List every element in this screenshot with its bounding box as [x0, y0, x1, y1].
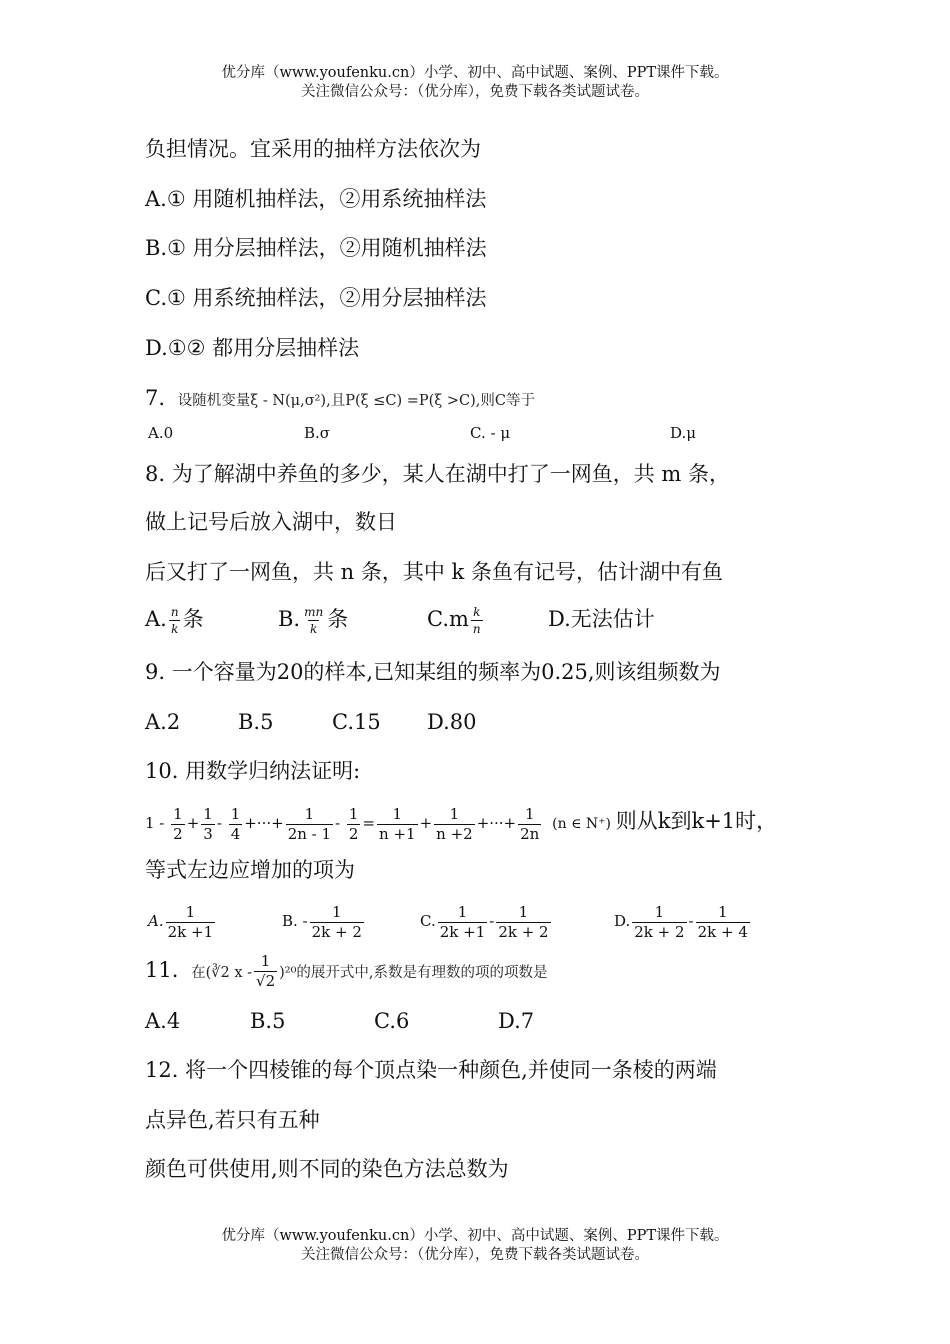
q6-option-b: B.① 用分层抽样法，②用随机抽样法 [145, 236, 487, 260]
q10-condition: (n ∈ N⁺) [552, 816, 611, 832]
q7-question [145, 383, 535, 416]
q6-tail: 负担情况。宜采用的抽样方法依次为 [145, 137, 481, 161]
q9-option-a: A.2 [145, 710, 181, 734]
q8-option-c: C.m $\frac{k}{n}$ [427, 605, 481, 636]
footer-line-2: 关注微信公众号：（优分库），免费下载各类试题试卷。 [301, 1247, 649, 1263]
q10-formula: 1 - $\frac{1}{2}$ + $\frac{1}{3}$ - $\frac{1}{4}$ +···+ $\frac{1}{2n - 1}$ - $\frac{1}{2}$ = $\frac{1}{n +1}$ + $\frac{1}{n +2}$ +···+ $\frac{1}{2n}$ (n ∈ N⁺) 则从k到k+1时， [145, 804, 778, 843]
q11-post: )²⁰的展开式中,系数是有理数的项的项数是 [279, 965, 548, 981]
q8-line-1: 8. 为了解湖中养鱼的多少，某人在湖中打了一网鱼，共 m 条， [145, 462, 730, 486]
q9-stem: 9. 一个容量为20的样本,已知某组的频率为0.25,则该组频数为 [145, 660, 721, 684]
q10-options [0, 898, 950, 944]
q7-option-a: A.0 [148, 424, 174, 442]
q10-option-a: A. $\frac{1}{2k +1}$ [148, 902, 214, 941]
header-line-1: 优分库（www.youfenku.cn）小学、初中、高中试题、案例、PPT课件下载。 [221, 65, 729, 81]
q10-term-6: $\frac{1}{n +1}$ [379, 804, 416, 843]
q10-line-2: 等式左边应增加的项为 [145, 858, 355, 882]
q10-term-1: $\frac{1}{2}$ [173, 804, 183, 843]
q10-stem: 10. 用数学归纳法证明: [145, 759, 361, 783]
q11-question [145, 948, 548, 995]
q8-option-a-fraction: $\frac{n}{k}$ [170, 605, 179, 636]
q7-number: 7. [145, 386, 166, 410]
q11-number: 11. [145, 958, 179, 982]
q12-line-2: 点异色,若只有五种 [145, 1108, 320, 1132]
q10-term-2: $\frac{1}{3}$ [203, 804, 213, 843]
q10-option-b: B. - $\frac{1}{2k + 2}$ [282, 902, 362, 941]
q10-term-8: $\frac{1}{2n}$ [520, 804, 540, 843]
q9-option-d: D.80 [427, 710, 477, 734]
q11-pre: 在(∛2 x - [191, 965, 253, 981]
q6-option-d: D.①② 都用分层抽样法 [145, 336, 360, 360]
q11-option-a: A.4 [145, 1009, 181, 1033]
q10-term-5: $\frac{1}{2}$ [348, 804, 359, 843]
q11-option-d: D.7 [498, 1009, 535, 1033]
q10-option-c: C. $\frac{1}{2k +1}$ - $\frac{1}{2k + 2}$ [420, 902, 549, 941]
q11-option-b: B.5 [250, 1009, 286, 1033]
q8-line-2: 做上记号后放入湖中，数日 [145, 510, 397, 534]
q8-option-c-fraction: $\frac{k}{n}$ [472, 605, 481, 636]
q7-option-c: C. - μ [470, 424, 511, 442]
q7-stem: 设随机变量ξ - N(μ,σ²),且P(ξ ≤C) =P(ξ >C),则C等于 [177, 393, 535, 409]
page-footer [0, 1227, 950, 1265]
q7-option-b: B.σ [304, 424, 331, 442]
q11-option-c: C.6 [374, 1009, 410, 1033]
q8-option-b: B. $\frac{mn}{k}$ 条 [278, 605, 349, 636]
q8-option-b-fraction: $\frac{mn}{k}$ [304, 605, 324, 636]
q6-option-c: C.① 用系统抽样法，②用分层抽样法 [145, 286, 487, 310]
header-line-2: 关注微信公众号：（优分库），免费下载各类试题试卷。 [301, 84, 649, 100]
q12-line-1: 12. 将一个四棱锥的每个顶点染一种颜色,并使同一条棱的两端 [145, 1058, 717, 1082]
q10-term-3: $\frac{1}{4}$ [230, 804, 241, 843]
q9-option-b: B.5 [238, 710, 274, 734]
q8-option-a: A. $\frac{n}{k}$ 条 [145, 605, 204, 636]
q11-fraction: $\frac{1}{√2}$ [256, 952, 276, 990]
footer-line-1: 优分库（www.youfenku.cn）小学、初中、高中试题、案例、PPT课件下载。 [221, 1228, 729, 1244]
page-header [0, 64, 950, 102]
q8-line-3: 后又打了一网鱼，共 n 条，其中 k 条鱼有记号，估计湖中有鱼 [145, 560, 723, 584]
q12-line-3: 颜色可供使用,则不同的染色方法总数为 [145, 1157, 509, 1181]
q8-option-d: D.无法估计 [548, 607, 655, 631]
q6-option-a: A.① 用随机抽样法，②用系统抽样法 [145, 187, 487, 211]
q7-option-d: D.μ [670, 424, 697, 442]
q9-option-c: C.15 [332, 710, 381, 734]
q10-tail: 则从k到k+1时， [615, 809, 778, 833]
q10-option-d: D. $\frac{1}{2k + 2}$ - $\frac{1}{2k + 4}$ [614, 902, 748, 941]
q10-term-7: $\frac{1}{n +2}$ [436, 804, 473, 843]
q10-term-4: $\frac{1}{2n - 1}$ [287, 804, 332, 843]
